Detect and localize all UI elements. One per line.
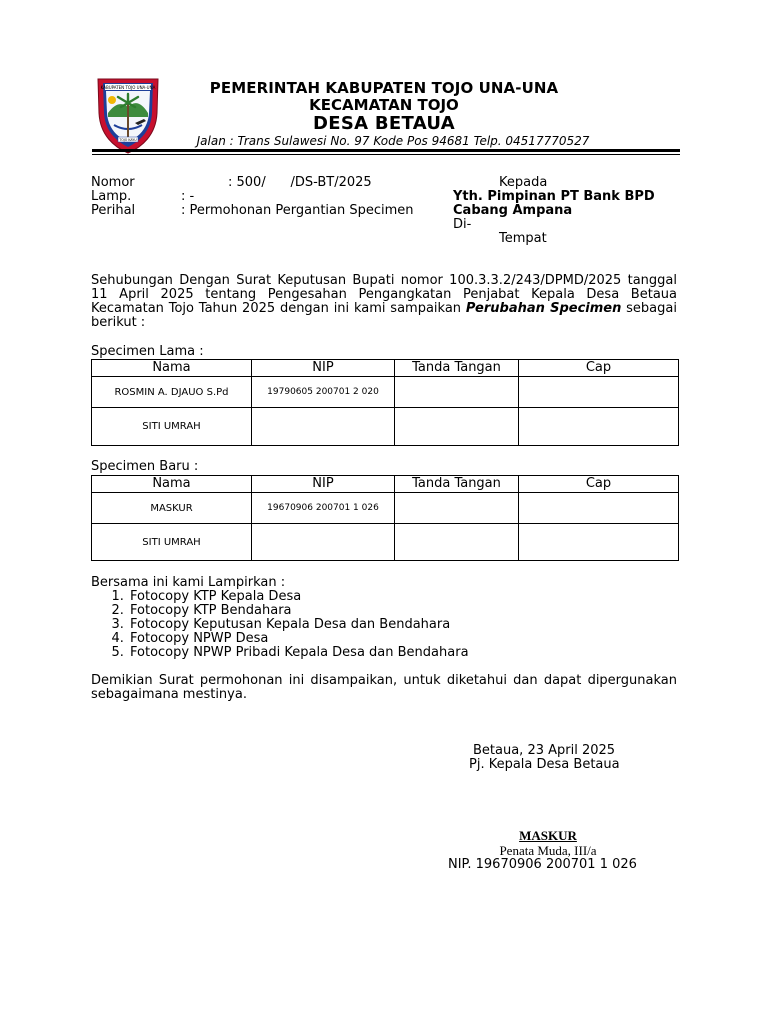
cell-nama: ROSMIN A. DJAUO S.Pd	[92, 377, 252, 408]
district-title: KECAMATAN TOJO	[309, 96, 459, 114]
intro-text: Sehubungan Dengan Surat Keputusan Bupati nomor 100.3.3.2/243/DPMD/2025 tanggal 11 April 2025 tentang Pengesahan Pengangkatan Penjabat Kepala Desa Betaua Kecamatan Tojo Tahun 2025 dengan ini kami sampaikan	[91, 273, 677, 316]
perihal-label: Perihal	[91, 203, 136, 218]
col-header-nip: NIP	[252, 360, 395, 377]
lamp-label: Lamp.	[91, 189, 132, 204]
cell-signature	[395, 408, 519, 446]
crest-text-bottom: TOJO KAYU	[119, 138, 137, 142]
list-item: 3. Fotocopy Keputusan Kepala Desa dan Bendahara	[128, 618, 469, 632]
signatory-nip: NIP. 19670906 200701 1 026	[448, 857, 637, 872]
cell-nama: SITI UMRAH	[92, 524, 252, 561]
cell-nip: 19790605 200701 2 020	[252, 377, 395, 408]
intro-emphasis: Perubahan Specimen	[465, 301, 622, 316]
government-title: PEMERINTAH KABUPATEN TOJO UNA-UNA	[209, 79, 559, 97]
table-row	[92, 377, 679, 408]
list-item: 5. Fotocopy NPWP Pribadi Kepala Desa dan Bendahara	[128, 646, 469, 660]
signatory-rank: Penata Muda, III/a	[499, 843, 597, 858]
col-header-tanda-tangan: Tanda Tangan	[395, 476, 519, 493]
cell-nip	[252, 408, 395, 446]
cell-signature	[395, 493, 519, 524]
recipient-name: Yth. Pimpinan PT Bank BPD	[453, 189, 655, 204]
table-header-row	[92, 476, 679, 493]
specimen-baru-title: Specimen Baru :	[91, 459, 199, 474]
col-header-nama: Nama	[92, 476, 252, 493]
cell-stamp	[519, 408, 679, 446]
recipient-branch: Cabang Ampana	[453, 203, 573, 218]
nomor-value: : 500/ /DS-BT/2025	[228, 175, 372, 190]
nomor-label: Nomor	[91, 175, 135, 190]
specimen-baru-table	[91, 475, 679, 561]
intro-paragraph	[91, 274, 677, 330]
lamp-value: : -	[181, 189, 195, 204]
header-divider-thin	[92, 154, 680, 155]
list-item: 4. Fotocopy NPWP Desa	[128, 632, 469, 646]
closing-paragraph: Demikian Surat permohonan ini disampaikan, untuk diketahui dan dapat dipergunakan sebagaimana mestinya.	[91, 673, 677, 702]
cell-nama: MASKUR	[92, 493, 252, 524]
specimen-lama-title: Specimen Lama :	[91, 344, 204, 359]
table-row	[92, 524, 679, 561]
col-header-cap: Cap	[519, 360, 679, 377]
table-row	[92, 493, 679, 524]
cell-signature	[395, 524, 519, 561]
attachments-title: Bersama ini kami Lampirkan :	[91, 575, 286, 590]
signature-place-date: Betaua, 23 April 2025	[473, 743, 616, 758]
table-row	[92, 408, 679, 446]
recipient-di: Di-	[453, 217, 472, 232]
col-header-cap: Cap	[519, 476, 679, 493]
cell-nama: SITI UMRAH	[92, 408, 252, 446]
list-item: 1. Fotocopy KTP Kepala Desa	[128, 590, 469, 604]
cell-stamp	[519, 524, 679, 561]
recipient-kepada: Kepada	[499, 175, 548, 190]
cell-signature	[395, 377, 519, 408]
perihal-value: : Permohonan Pergantian Specimen	[181, 203, 414, 218]
cell-nip: 19670906 200701 1 026	[252, 493, 395, 524]
intro-end: sebagai berikut :	[91, 301, 677, 330]
header-divider-thick	[92, 149, 680, 152]
cell-nip	[252, 524, 395, 561]
regency-crest-icon	[94, 73, 162, 155]
attachments-list	[91, 590, 469, 660]
signatory-name: MASKUR	[519, 828, 577, 843]
cell-stamp	[519, 493, 679, 524]
list-item: 2. Fotocopy KTP Bendahara	[128, 604, 469, 618]
address-line: Jalan : Trans Sulawesi No. 97 Kode Pos 94681 Telp. 04517770527	[196, 134, 590, 148]
cell-stamp	[519, 377, 679, 408]
table-header-row	[92, 360, 679, 377]
col-header-nip: NIP	[252, 476, 395, 493]
specimen-lama-table	[91, 359, 679, 446]
village-title: DESA BETAUA	[313, 113, 455, 134]
signature-role: Pj. Kepala Desa Betaua	[469, 757, 620, 772]
crest-text-top: KABUPATEN TOJO UNA-UNA	[100, 85, 156, 90]
recipient-tempat: Tempat	[499, 231, 547, 246]
col-header-tanda-tangan: Tanda Tangan	[395, 360, 519, 377]
col-header-nama: Nama	[92, 360, 252, 377]
